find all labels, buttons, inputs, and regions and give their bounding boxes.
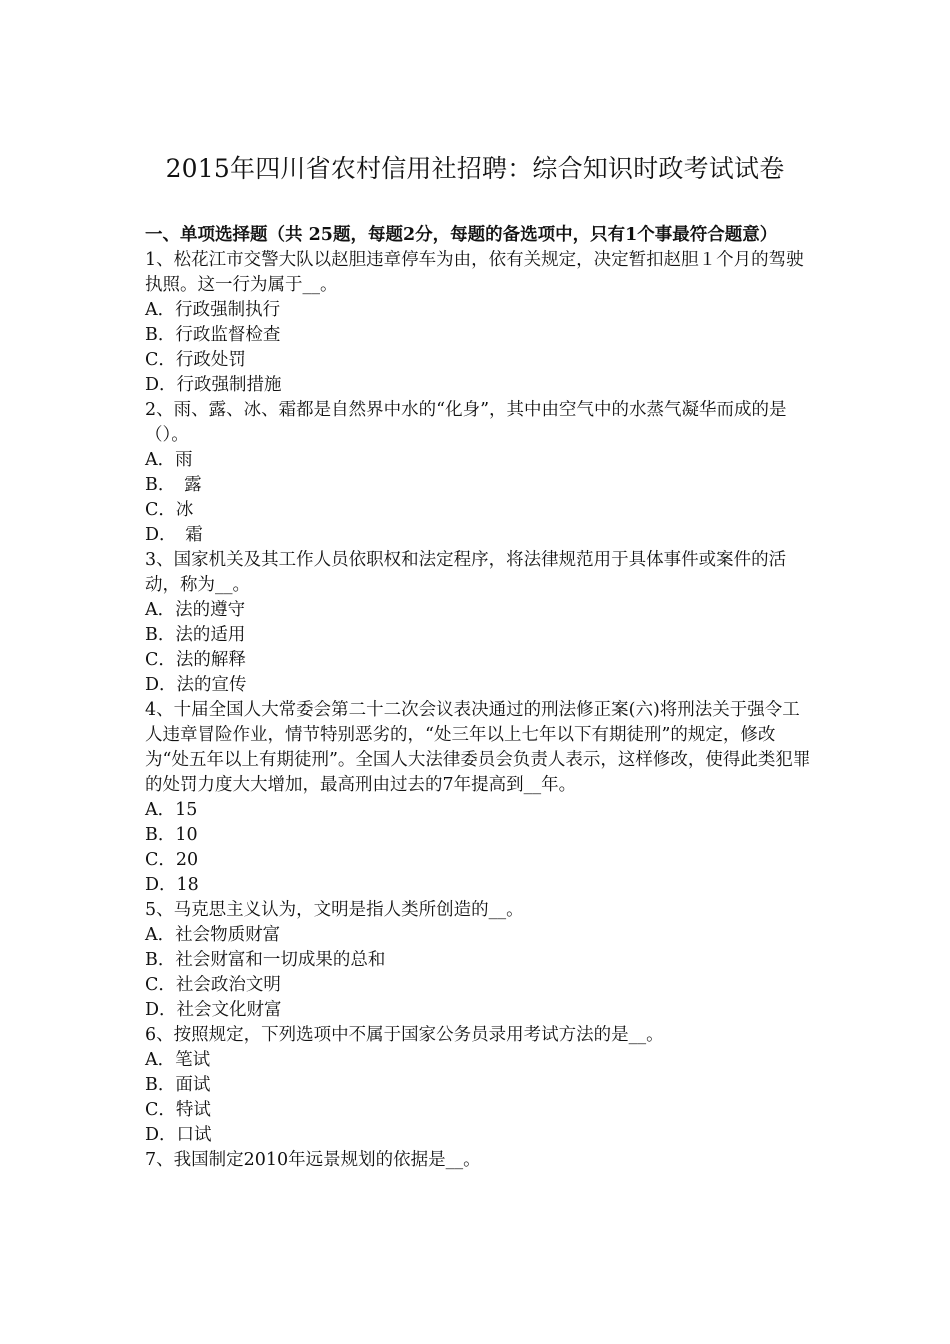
question-stem: 5、马克思主义认为，文明是指人类所创造的__。 — [145, 900, 524, 920]
question-3 — [145, 548, 813, 698]
option-d: D．18 — [145, 875, 199, 895]
question-stem: 2、雨、露、冰、霜都是自然界中水的“化身”，其中由空气中的水蒸气凝华而成的是（）。 — [145, 400, 787, 445]
document-title-text: 2015年四川省农村信用社招聘：综合知识时政考试试卷 — [165, 154, 785, 183]
option-d: D．社会文化财富 — [145, 1000, 282, 1020]
option-a: A．法的遵守 — [145, 600, 246, 620]
option-b: B．法的适用 — [145, 625, 246, 645]
option-c: C．特试 — [145, 1100, 211, 1120]
question-1 — [145, 248, 813, 398]
option-b: B．社会财富和一切成果的总和 — [145, 950, 386, 970]
option-c: C．法的解释 — [145, 650, 246, 670]
option-b: B． 露 — [145, 475, 202, 495]
question-stem: 3、国家机关及其工作人员依职权和法定程序，将法律规范用于具体事件或案件的活动，称为__。 — [145, 550, 787, 595]
option-a: A．雨 — [145, 450, 193, 470]
question-stem: 1、松花江市交警大队以赵胆违章停车为由，依有关规定，决定暂扣赵胆１个月的驾驶执照。这一行为属于__。 — [145, 250, 804, 295]
section-heading: 一、单项选择题（共 25题，每题2分，每题的备选项中，只有1个事最符合题意） — [145, 225, 778, 245]
question-4 — [145, 698, 813, 898]
option-c: C．20 — [145, 850, 199, 870]
question-2 — [145, 398, 813, 548]
option-b: B．行政监督检查 — [145, 325, 281, 345]
option-d: D．法的宣传 — [145, 675, 247, 695]
question-stem: 7、我国制定2010年远景规划的依据是__。 — [145, 1150, 481, 1170]
question-stem: 6、按照规定，下列选项中不属于国家公务员录用考试方法的是__。 — [145, 1025, 664, 1045]
option-a: A．笔试 — [145, 1050, 211, 1070]
option-a: A．15 — [145, 800, 198, 820]
question-5 — [145, 898, 813, 1023]
option-c: C．社会政治文明 — [145, 975, 281, 995]
question-stem: 4、十届全国人大常委会第二十二次会议表决通过的刑法修正案(六)将刑法关于强令工人违章冒险作业，情节特别恶劣的，“处三年以上七年以下有期徒刑”的规定，修改为“处五年以上有期徒刑”。全国人大法律委员会负责人表示，这样修改，使得此类犯罪的处罚力度大大增加，最高刑由过去的7年提高到__年。 — [145, 700, 811, 795]
option-d: D． 霜 — [145, 525, 203, 545]
option-d: D．口试 — [145, 1125, 212, 1145]
document-title — [0, 152, 950, 186]
option-b: B．10 — [145, 825, 198, 845]
question-7 — [145, 1148, 813, 1173]
option-d: D．行政强制措施 — [145, 375, 282, 395]
option-b: B．面试 — [145, 1075, 211, 1095]
option-a: A．社会物质财富 — [145, 925, 281, 945]
option-c: C．冰 — [145, 500, 194, 520]
option-c: C．行政处罚 — [145, 350, 246, 370]
question-6 — [145, 1023, 813, 1148]
document-body — [145, 223, 813, 1173]
option-a: A．行政强制执行 — [145, 300, 281, 320]
